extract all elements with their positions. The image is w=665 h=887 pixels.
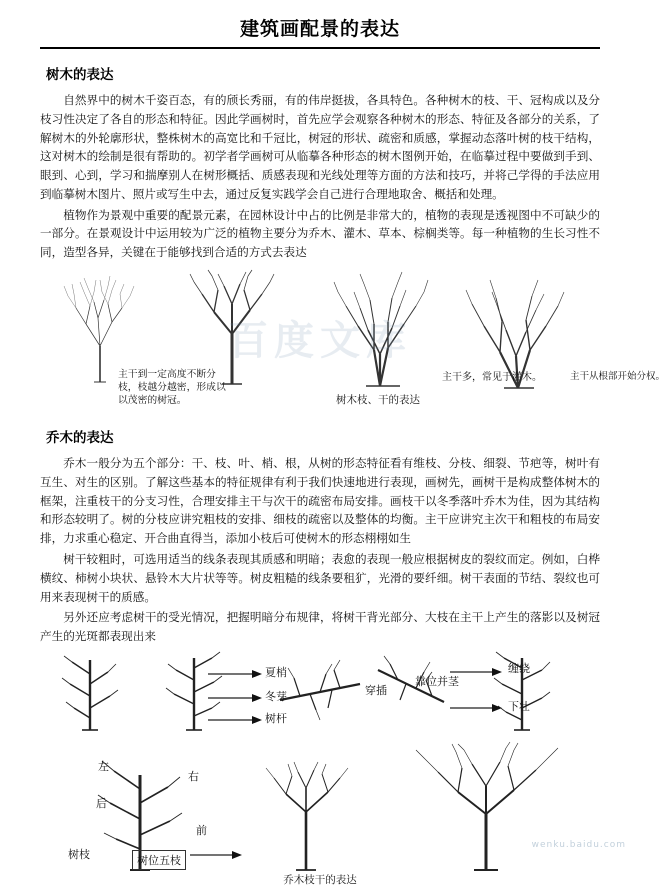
section-heading-1: 树木的表达 [46, 67, 114, 83]
page-title: 建筑画配景的表达 [239, 18, 400, 40]
section-heading-2: 乔木的表达 [46, 430, 114, 447]
branch-label-12: 树位五枝 [132, 850, 186, 870]
branch-label-10: 前 [196, 823, 207, 837]
branch-label-6: 下壮 [508, 699, 530, 713]
paragraph: 树干较粗时，可选用适当的线条表现其质感和明暗；表愈的表现一般应根据树皮的裂纹而定。例如，白桦横纹、柿树小块状、悬铃木大片状等等。树皮粗糙的线条要租犷，光滑的要纤细。树干表面的节结、裂纹也可用来表现树干的质感。 [40, 551, 600, 604]
figure-label-b: 主干从根部开始分权。 [570, 371, 665, 383]
branch-label-11: 树枝 [68, 847, 90, 861]
figure-caption-1: 树木枝、干的表达 [336, 394, 420, 407]
paragraph: 自然界中的树木千姿百态，有的颀长秀丽，有的伟岸挺拔，各具特色。各种树木的枝、干、冠构成以及分枝习性决定了各自的形态和特征。因此学画树时，首先应学会观察各种树木的形态、特征及各部分的关系，了解树木的外轮廓形状，整株树木的高宽比和千冠比，树冠的形状、疏密和质感，掌握动态落叶树的枝干结构，这对树木的绘制是很有帮助的。初学者学画树可从临摹各种形态的树木图例开始，在临摹过程中要做到手到、眼到、心到，学习和揣摩别人在树形概括、质感表现和光线处理等方面的方法和技巧，并将己学得的手法应用到临摹树木图片、照片或写生中去，通过反复实践学会自己进行合理地取舍、概括和处理。 [40, 93, 600, 201]
paragraph: 植物作为景观中重要的配景元素，在园林设计中占的比例是非常大的，植物的表现是透视图中不可缺少的一部分。在景观设计中运用较为广泛的植物主要分为乔木、灌木、草本、棕榈类等。每一种植物的生长习性不同，造型各异，关键在于能够找到合适的方式去表达 [40, 207, 600, 260]
watermark-corner: wenku.baidu.com [531, 840, 626, 850]
title-divider [40, 47, 600, 49]
watermark-main: 百度文库 [228, 318, 412, 364]
branch-label-3: 穿插 [365, 683, 387, 697]
figure-note-1: 主干到一定高度不断分枝，枝越分越密，形成以以茂密的树冠。 [118, 369, 226, 407]
branch-label-2: 树杆 [265, 711, 287, 725]
figure-trees-row [40, 264, 665, 414]
branch-label-9: 后 [96, 796, 107, 810]
document-page [0, 14, 665, 886]
figure-label-a: 主干多，常见于灌木。 [442, 372, 542, 384]
figure-branches-row [40, 650, 600, 885]
figure-caption-2: 乔木枝干的表达 [283, 873, 357, 886]
paragraph: 乔木一般分为五个部分：干、枝、叶、梢、根，从树的形态特征看有维枝、分枝、细裂、节疤等，树叶有互生、对生的区别。了解这些基本的特征规律有利于我们快速地进行表现，画树先，画树干是构成整体树木的框架，注重枝干的分支习性，合理安排主干与次干的疏密布局安排。画枝干以冬季落叶乔木为佳，因为其结构和形态较明了。树的分枝应讲究粗枝的安排、细枝的疏密以及整体的均衡。主干应讲究主次干和粗枝的布局安排，力求重心稳定、开合曲直得当，添加小枝后可使树木的形态栩栩如生 [40, 456, 600, 546]
branch-label-8: 右 [188, 769, 199, 783]
branch-label-1: 冬芽 [265, 689, 287, 703]
branch-illustrations-svg [40, 650, 600, 880]
branch-label-7: 左 [98, 759, 109, 773]
branch-label-0: 夏梢 [265, 665, 287, 679]
branch-label-4: 靠位并茎 [415, 674, 459, 688]
document-content [0, 63, 665, 886]
paragraph: 另外还应考虑树干的受光情况，把握明暗分布规律，将树干背光部分、大枝在主干上产生的落影以及树冠产生的光斑都表现出来 [40, 610, 600, 644]
branch-label-5: 缠绕 [508, 661, 530, 675]
